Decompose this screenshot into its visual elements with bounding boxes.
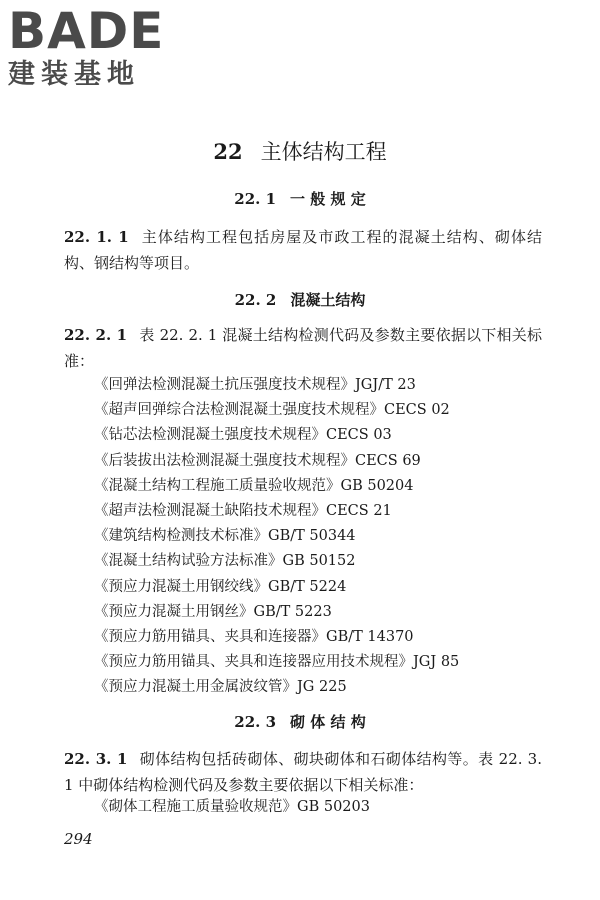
paragraph-22-1-1 (64, 224, 542, 276)
logo-brand: BADE (8, 2, 165, 60)
standard-item: 《建筑结构检测技术标准》GB/T 50344 (94, 528, 356, 545)
chapter-number: 22 (213, 139, 243, 164)
section-number: 22. 3 (234, 713, 277, 731)
section-number: 22. 1 (234, 190, 277, 208)
concrete-standards-list (94, 373, 554, 701)
logo (8, 2, 178, 90)
clause-text: 主体结构工程包括房屋及市政工程的混凝土结构、砌体结构、钢结构等项目。 (64, 228, 542, 272)
standard-item: 《钻芯法检测混凝土强度技术规程》CECS 03 (94, 427, 392, 444)
chapter-heading (0, 136, 600, 166)
clause-number: 22. 2. 1 (64, 326, 128, 344)
section-title: 砌 体 结 构 (290, 713, 366, 731)
chapter-title: 主体结构工程 (260, 140, 387, 164)
standard-item: 《预应力筋用锚具、夹具和连接器》GB/T 14370 (94, 629, 414, 646)
section-heading-22-3 (0, 711, 600, 732)
standard-item: 《混凝土结构工程施工质量验收规范》GB 50204 (94, 477, 414, 494)
section-title: 一 般 规 定 (290, 190, 366, 208)
paragraph-22-3-1 (64, 746, 542, 798)
standard-item: 《回弹法检测混凝土抗压强度技术规程》JGJ/T 23 (94, 377, 416, 393)
standard-item: 《预应力混凝土用金属波纹管》JG 225 (94, 679, 347, 696)
standard-item: 《后装拔出法检测混凝土强度技术规程》CECS 69 (94, 452, 421, 469)
section-heading-22-2 (0, 289, 600, 310)
page-number: 294 (64, 830, 93, 848)
masonry-standard-item: 《砌体工程施工质量验收规范》GB 50203 (94, 799, 370, 815)
standard-item: 《超声法检测混凝土缺陷技术规程》CECS 21 (94, 503, 392, 520)
standard-item: 《预应力混凝土用钢丝》GB/T 5223 (94, 603, 332, 620)
section-heading-22-1 (0, 188, 600, 209)
section-title: 混凝土结构 (290, 291, 366, 309)
standard-item: 《预应力筋用锚具、夹具和连接器应用技术规程》JGJ 85 (94, 654, 460, 671)
clause-text: 砌体结构包括砖砌体、砌块砌体和石砌体结构等。表 22. 3. 1 中砌体结构检测代码及参数主要依据以下相关标准： (64, 750, 542, 794)
standard-item: 《超声回弹综合法检测混凝土强度技术规程》CECS 02 (94, 402, 450, 419)
standard-item: 《混凝土结构试验方法标准》GB 50152 (94, 553, 356, 570)
clause-text: 表 22. 2. 1 混凝土结构检测代码及参数主要依据以下相关标准： (64, 326, 542, 370)
paragraph-22-2-1 (64, 322, 542, 374)
clause-number: 22. 1. 1 (64, 228, 129, 246)
section-number: 22. 2 (234, 291, 277, 309)
clause-number: 22. 3. 1 (64, 750, 128, 768)
standard-item: 《预应力混凝土用钢绞线》GB/T 5224 (94, 578, 347, 595)
logo-subtitle: 建装基地 (8, 59, 140, 90)
